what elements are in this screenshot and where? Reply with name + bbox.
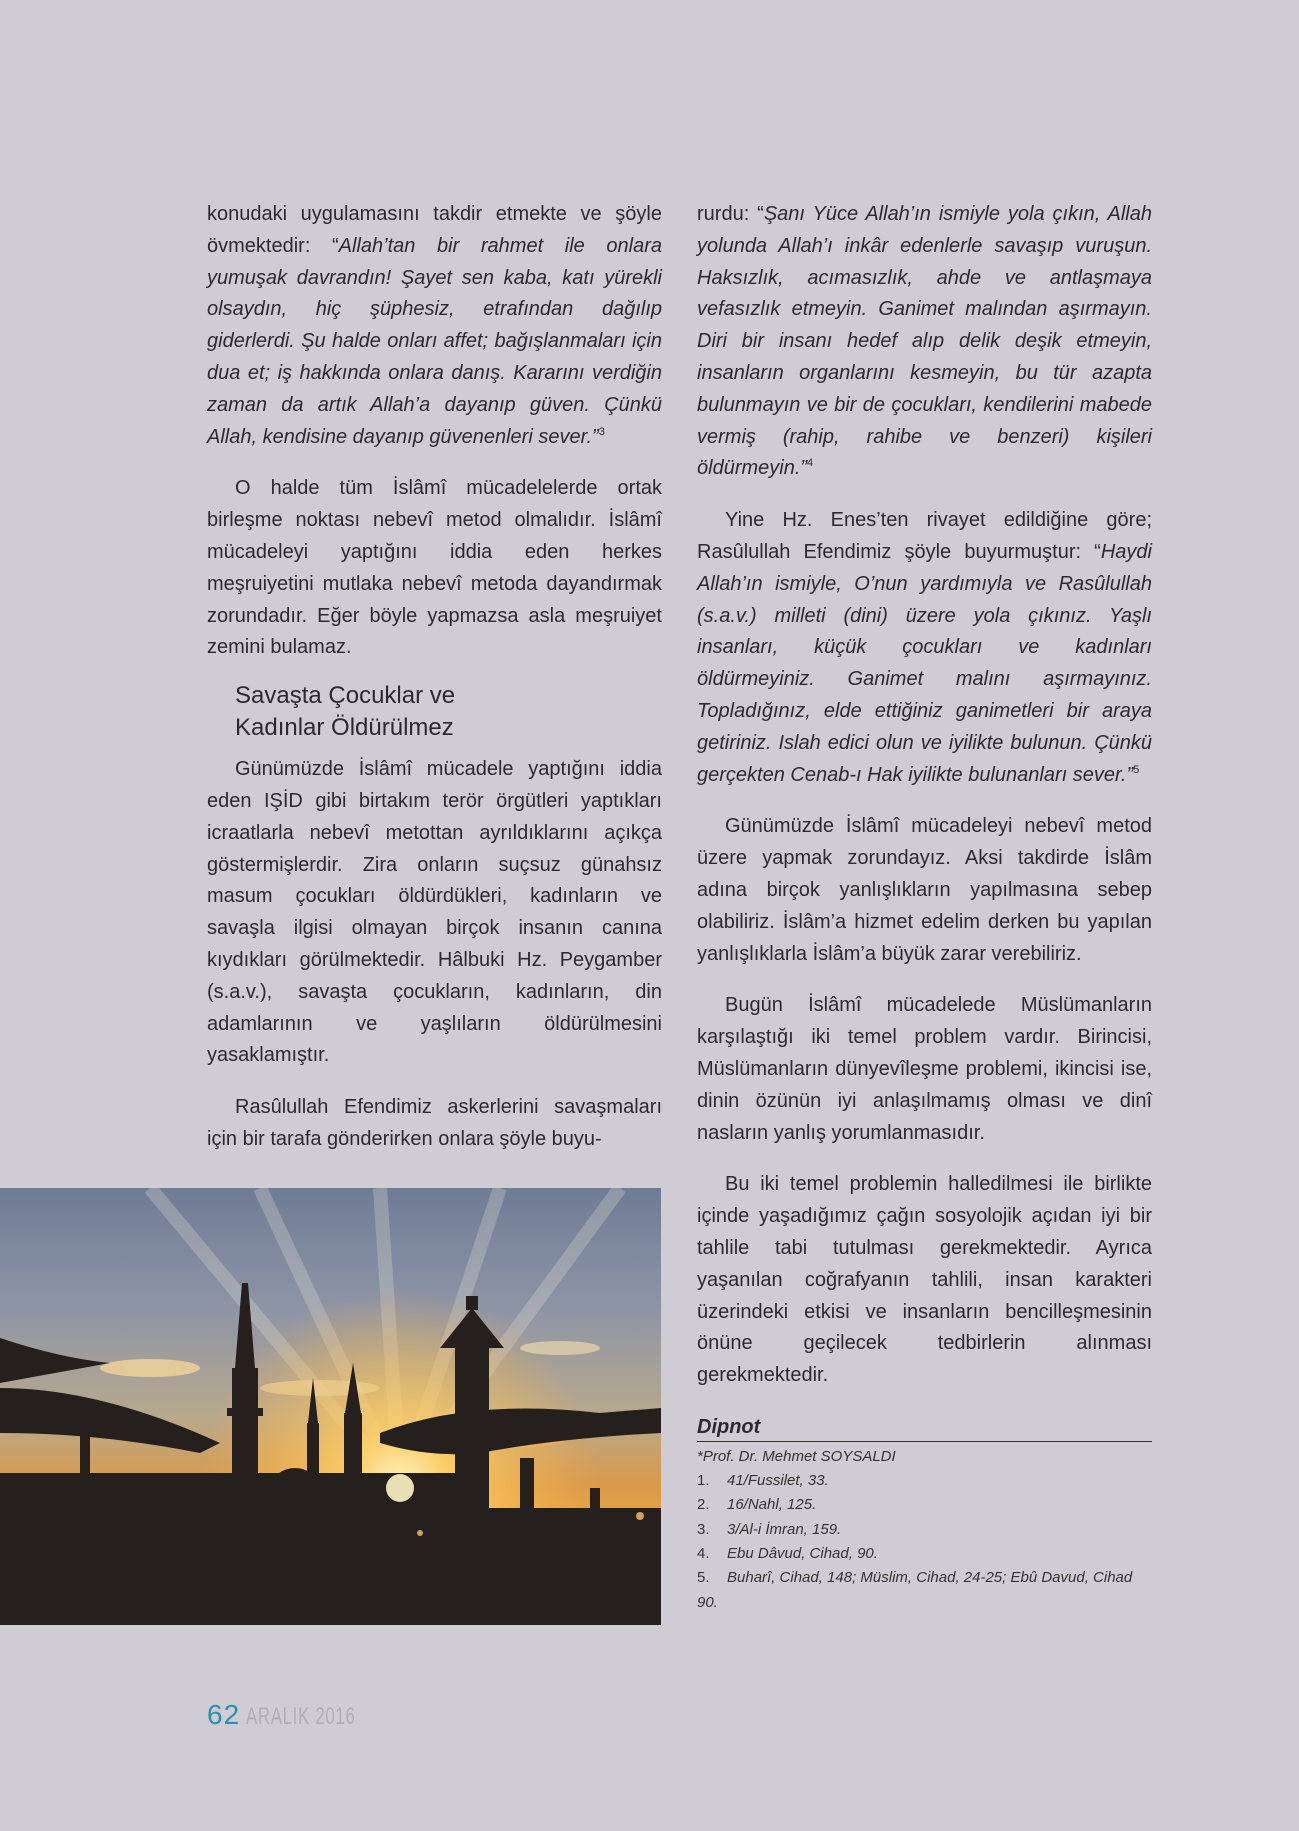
footnote-number: 3. xyxy=(697,1520,710,1538)
footnote-ref: 3 xyxy=(598,425,605,438)
right-column xyxy=(697,199,1152,1615)
quote-paragraph xyxy=(697,505,1152,791)
paragraph: Günümüzde İslâmî mücadele yaptığını iddia eden IŞİD gibi birtakım terör örgütleri yaptıkları icraatlarla nebevî metottan ayrıldıklarını açıkça göstermişlerdir. Zira onların suçsuz günahsız masum çocukları öldürdükleri, kadınların ve savaşla ilgisi olmayan birçok insanın canına kıydıkları görülmektedir. Hâlbuki Hz. Peygamber (s.a.v.), savaşta çocukların, kadınların, din adamlarının ve yaşlıların öldürülmesini yasaklamıştır. xyxy=(207,758,662,1067)
paragraph: Günümüzde İslâmî mücadeleyi nebevî metod üzere yapmak zorundayız. Aksi takdirde İslâm adına birçok yanlışlıkların yapılmasına sebep olabiliriz. İslâm’a hizmet edelim derken bu yapılan yanlışlıklarla İslâm’a büyük zarar verebiliriz. xyxy=(697,815,1152,965)
footnotes-heading: Dipnot xyxy=(697,1414,1152,1442)
paragraph-text: rurdu: “ xyxy=(697,203,764,225)
heading-line: Savaşta Çocuklar ve xyxy=(235,682,456,710)
quote-paragraph xyxy=(207,199,662,453)
hadith-quote: Şanı Yüce Allah’ın ismiyle yola çıkın, Allah yolunda Allah’ı inkâr edenlerle savaşıp vuruşun. Haksızlık, acımasızlık, ahde ve antlaşmaya vefasızlık etmeyin. Ganimet malından aşırmayın. Diri bir insanı hedef alıp delik deşik etmeyin, insanların organlarını kesmeyin, bu tür azapta bulunmayın ve bir de çocukları, kendilerini mabede vermiş (rahip, rahibe ve benzeri) kişileri öldürmeyin.” xyxy=(697,203,1152,480)
page-footer xyxy=(207,1699,403,1731)
quote-paragraph xyxy=(697,199,1152,485)
footnote-text: 3/Al-i İmran, 159. xyxy=(727,1520,842,1538)
footnote-number: 1. xyxy=(697,1472,710,1490)
paragraph: Rasûlullah Efendimiz askerlerini savaşmaları için bir tarafa gönderirken onlara şöyle buyu- xyxy=(207,1096,662,1150)
footnote-text: Ebu Dâvud, Cihad, 90. xyxy=(727,1545,878,1563)
footnote-number: 2. xyxy=(697,1496,710,1514)
footnote-item xyxy=(697,1469,1152,1493)
issue-date: ARALIK 2016 xyxy=(246,1703,356,1730)
footnote-text: 16/Nahl, 125. xyxy=(727,1496,817,1514)
footnote-ref: 4 xyxy=(807,457,814,470)
hadith-quote: Haydi Allah’ın ismiyle, O’nun yardımıyla ve Rasûlullah (s.a.v.) milleti (dini) üzere yola çıkınız. Yaşlı insanları, küçük çocukları ve kadınları öldürmeyiniz. Ganimet malını aşırmayınız. Topladığınız, elde ettiğiniz ganimetleri bir araya getiriniz. Islah edici olun ve iyilikte bulunun. Çünkü gerçekten Cenab-ı Hak iyilikte bulunanları sever.” xyxy=(697,540,1152,786)
left-column xyxy=(207,199,662,1156)
paragraph-text: Yine Hz. Enes’ten rivayet edildiğine göre; Rasûlullah Efendimiz şöyle buyurmuştur: “ xyxy=(697,509,1152,563)
footnote-text: 41/Fussilet, 33. xyxy=(727,1472,829,1490)
footnote-item xyxy=(697,1542,1152,1566)
footnote-number: 4. xyxy=(697,1545,710,1563)
footnote-item xyxy=(697,1493,1152,1517)
footnote-item xyxy=(697,1518,1152,1542)
paragraph: Bu iki temel problemin halledilmesi ile birlikte içinde yaşadığımız çağın sosyolojik açıdan iyi bir tahlile tabi tutulması gerekmektedir. Ayrıca yaşanılan coğrafyanın tahlili, insan karakteri üzerindeki etkisi ve insanların bencilleşmesinin önüne geçilecek tedbirlerin alınması gerekmektedir. xyxy=(697,1173,1152,1387)
quran-quote: Allah’tan bir rahmet ile onlara yumuşak davrandın! Şayet sen kaba, katı yürekli olsaydın, hiç şüphesiz, etrafından dağılıp giderlerdi. Şu halde onları affet; bağışlanmaları için dua et; iş hakkında onlara danış. Kararını verdiğin zaman da artık Allah’a dayanıp güven. Çünkü Allah, kendisine dayanıp güvenenleri sever.” xyxy=(207,234,662,448)
paragraph: O halde tüm İslâmî mücadelelerde ortak birleşme noktası nebevî metod olmalıdır. İslâmî mücadeleyi yaptığını iddia eden herkes meşruiyetini mutlaka nebevî metoda dayandırmak zorundadır. Eğer böyle yapmazsa asla meşruiyet zemini bulamaz. xyxy=(207,477,662,659)
footnote-author: *Prof. Dr. Mehmet SOYSALDI xyxy=(697,1447,896,1465)
footnote-item xyxy=(697,1566,1152,1615)
page-number: 62 xyxy=(207,1699,241,1730)
mosque-sunset-photo xyxy=(0,1188,661,1625)
footnote-ref: 5 xyxy=(1133,763,1140,776)
heading-line: Kadınlar Öldürülmez xyxy=(235,714,454,742)
footnote-number: 5. xyxy=(697,1569,710,1587)
footnote-text: Buharî, Cihad, 148; Müslim, Cihad, 24-25; Ebû Davud, Cihad 90. xyxy=(697,1569,1133,1611)
paragraph: Bugün İslâmî mücadelede Müslümanların karşılaştığı iki temel problem vardır. Birincisi, Müslümanların dünyevîleşme problemi, ikincisi ise, dinin özünün iyi anlaşılmamış olması ve dinî nasların yanlış yorumlanmasıdır. xyxy=(697,994,1152,1144)
paragraph-text: konudaki uygulamasını takdir etmekte ve şöyle övmektedir: “ xyxy=(207,203,662,257)
section-heading xyxy=(235,680,662,744)
photo-illustration xyxy=(0,1188,661,1625)
